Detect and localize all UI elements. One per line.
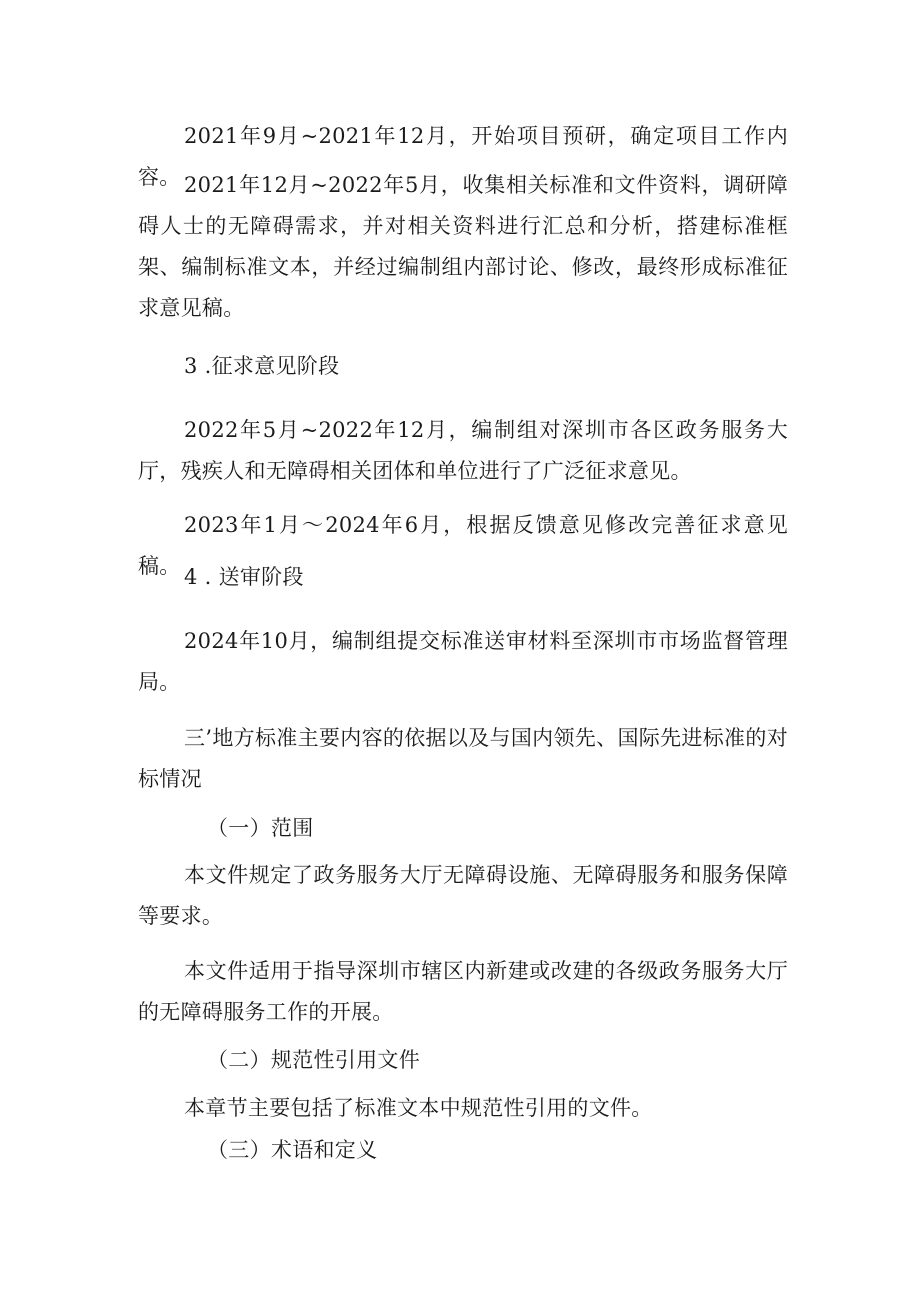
heading-section-three: 三’地方标准主要内容的依据以及与国内领先、国际先进标准的对标情况: [138, 726, 788, 791]
heading-scope: （一）范围: [207, 816, 314, 840]
paragraph-scope-2: 本文件适用于指导深圳市辖区内新建或改建的各级政务服务大厅的无障碍服务工作的开展。: [138, 959, 788, 1024]
heading-review-stage: 4 . 送审阶段: [184, 565, 304, 589]
paragraph-scope-1: 本文件规定了政务服务大厅无障碍设施、无障碍服务和服务保障等要求。: [138, 863, 788, 928]
paragraph-timeline-3: 2022年5月~2022年12月，编制组对深圳市各区政务服务大厅，残疾人和无障碍相关团体和单位进行了广泛征求意见。: [138, 418, 788, 483]
heading-terms-definitions: （三）术语和定义: [207, 1138, 378, 1162]
heading-normative-references: （二）规范性引用文件: [207, 1048, 420, 1072]
paragraph-timeline-4: 2023年1月～2024年6月，根据反馈意见修改完善征求意见稿。: [138, 513, 788, 578]
heading-consultation-stage: 3 .征求意见阶段: [184, 354, 340, 378]
paragraph-timeline-5: 2024年10月，编制组提交标准送审材料至深圳市市场监督管理局。: [138, 629, 788, 694]
paragraph-timeline-2: 2021年12月~2022年5月，收集相关标准和文件资料，调研障碍人士的无障碍需求，并对相关资料进行汇总和分析，搭建标准框架、编制标准文本，并经过编制组内部讨论、修改，最终形成标准征求意见稿。: [138, 173, 788, 320]
paragraph-timeline-1: 2021年9月~2021年12月，开始项目预研，确定项目工作内容。: [138, 124, 788, 189]
paragraph-normative-references: 本章节主要包括了标准文本中规范性引用的文件。: [184, 1096, 653, 1120]
